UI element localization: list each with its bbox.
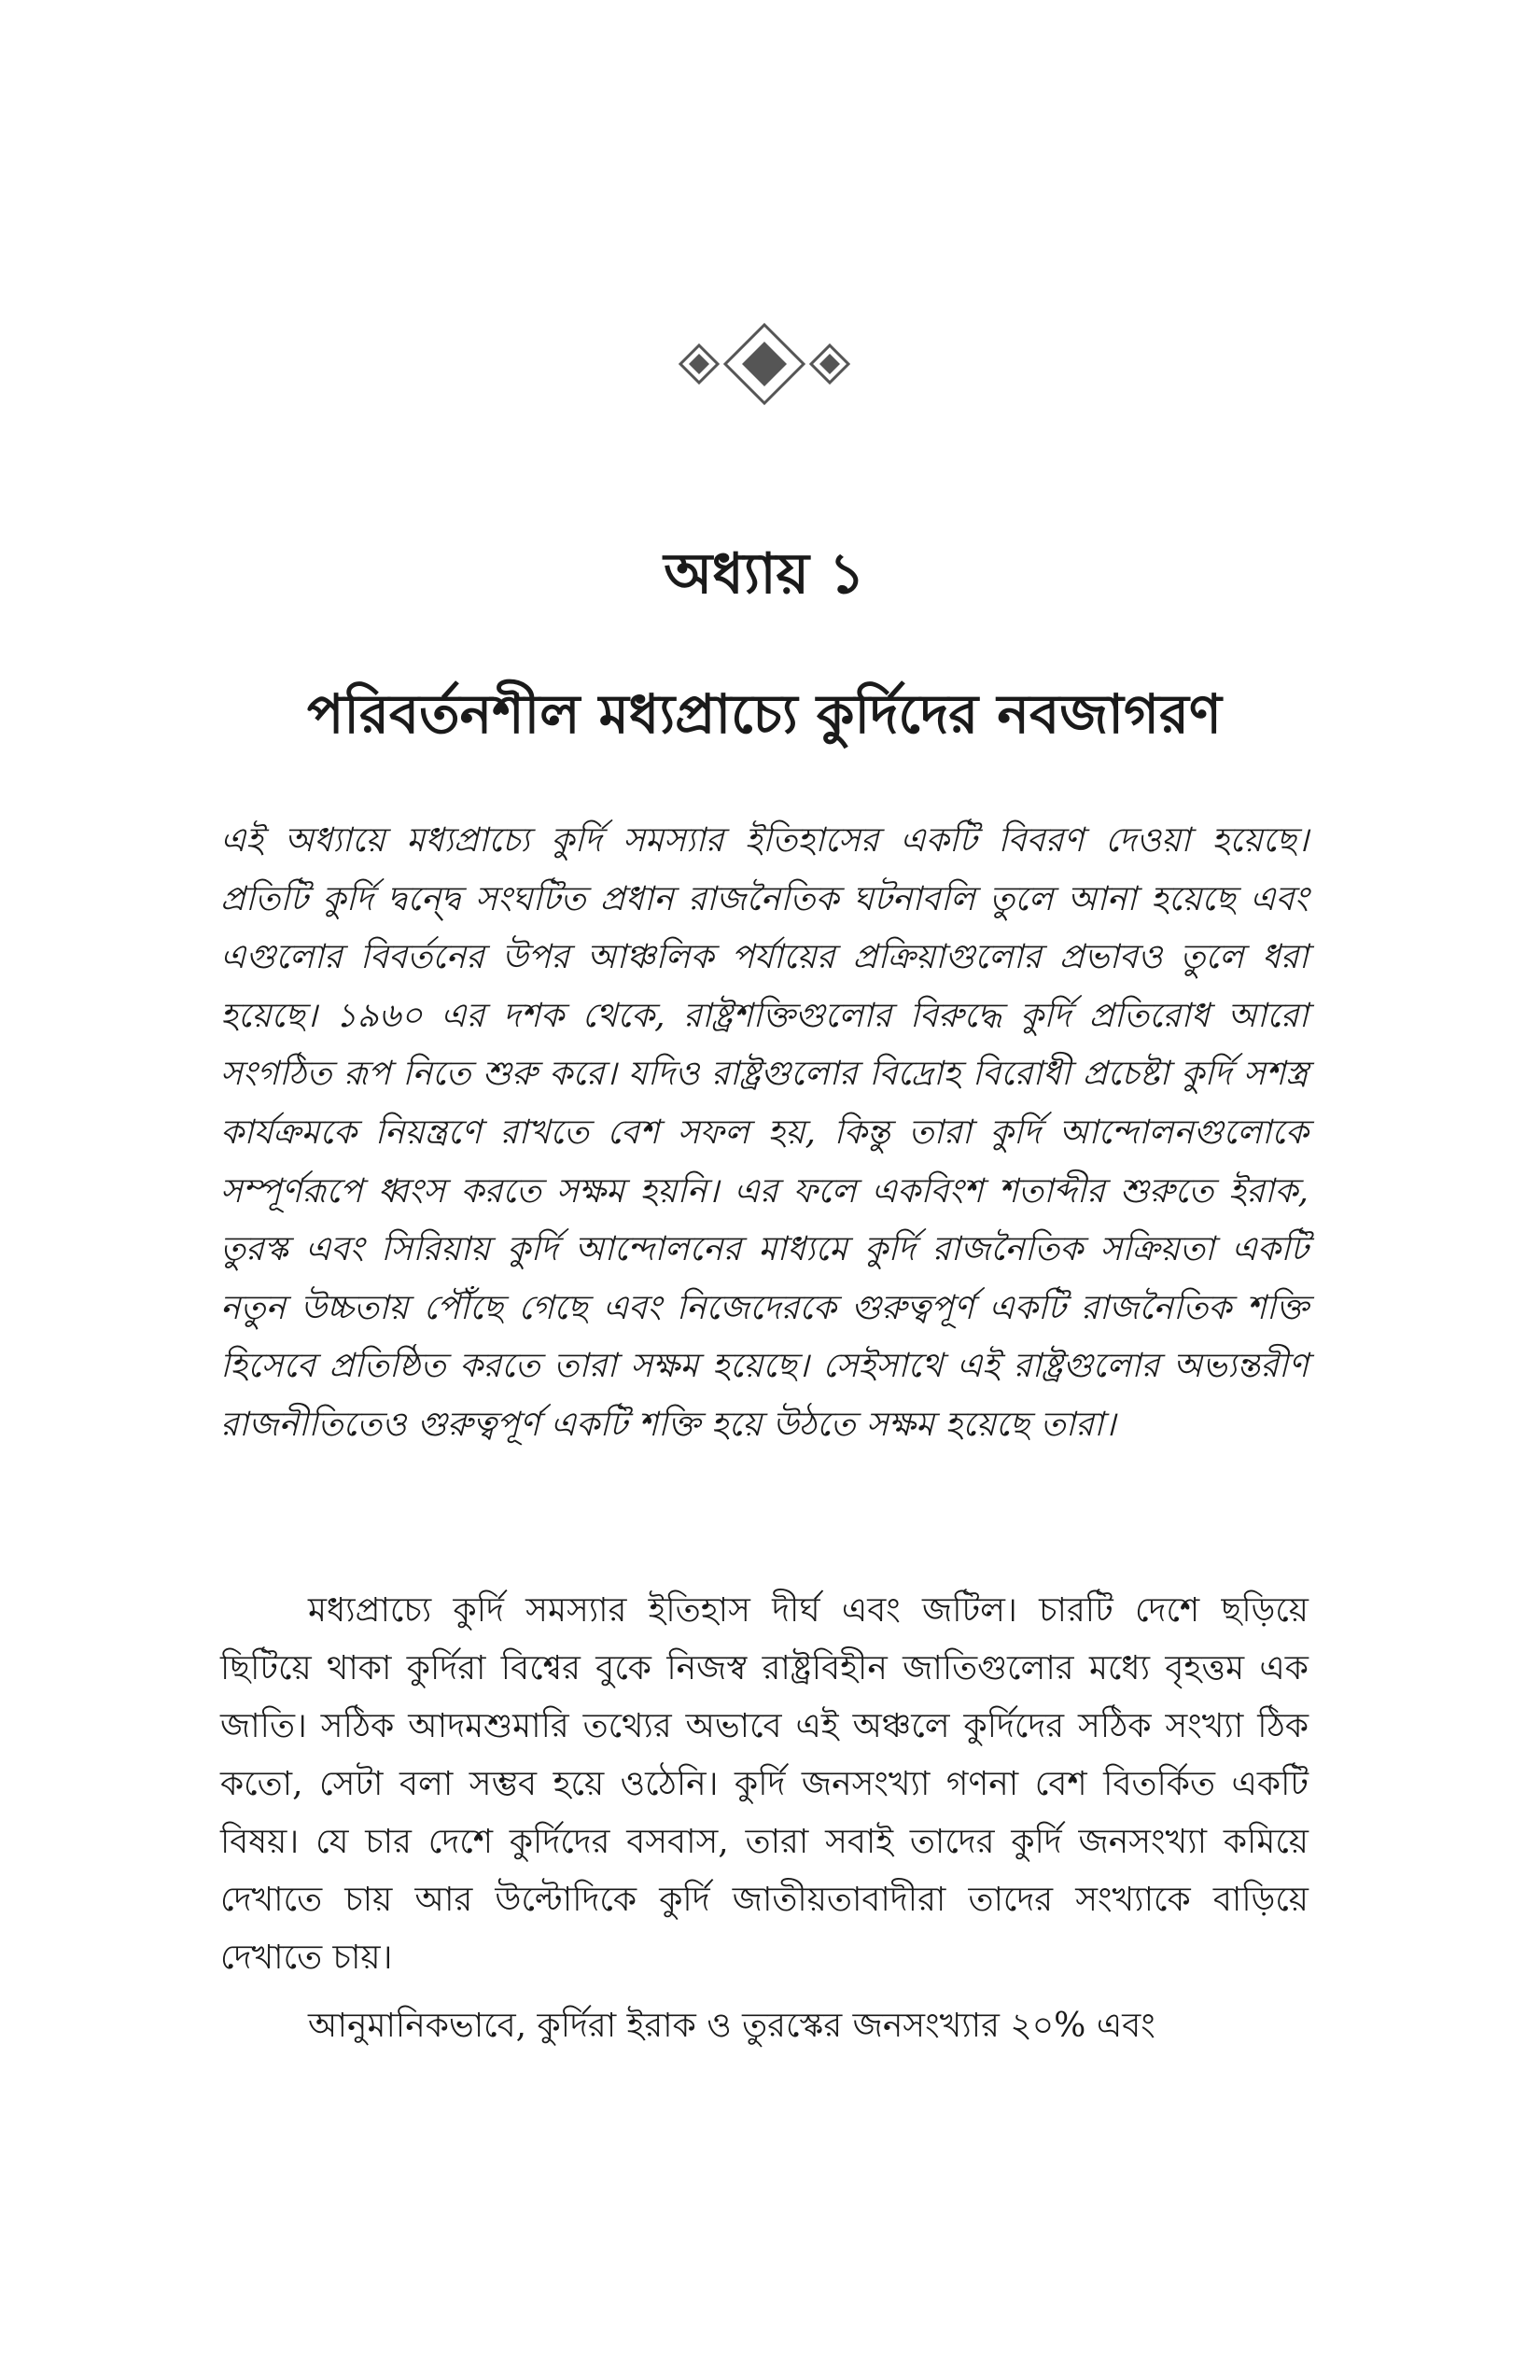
chapter-number: অধ্যায় ১ bbox=[664, 541, 865, 607]
book-page bbox=[220, 0, 1309, 2380]
chapter-title: পরিবর্তনশীল মধ্যপ্রাচ্যে কুর্দিদের নবজাগরণ bbox=[307, 682, 1222, 746]
body-paragraph: মধ্যপ্রাচ্যে কুর্দি সমস্যার ইতিহাস দীর্ঘ এবং জটিল। চারটি দেশে ছড়িয়ে ছিটিয়ে থাকা কুর্দিরা বিশ্বের বুকে নিজস্ব রাষ্ট্রবিহীন জাতিগুলোর মধ্যে বৃহত্তম এক জাতি। সঠিক আদমশুমারি তথ্যের অভাবে এই অঞ্চলে কুর্দিদের সঠিক সংখ্যা ঠিক কতো, সেটা বলা সম্ভব হয়ে ওঠেনি। কুর্দি জনসংখ্যা গণনা বেশ বিতর্কিত একটি বিষয়। যে চার দেশে কুর্দিদের বসবাস, তারা সবাই তাদের কুর্দি জনসংখ্যা কমিয়ে দেখাতে চায় আর উল্টোদিকে কুর্দি জাতীয়তাবাদীরা তাদের সংখ্যাকে বাড়িয়ে দেখাতে চায়। bbox=[220, 1591, 1309, 1977]
body-paragraph: আনুমানিকভাবে, কুর্দিরা ইরাক ও তুরস্কের জনসংখ্যার ২০% এবং bbox=[308, 2007, 1155, 2045]
diamond-ornament-icon bbox=[671, 317, 858, 411]
chapter-abstract: এই অধ্যায়ে মধ্যপ্রাচ্যে কুর্দি সমস্যার ইতিহাসের একটি বিবরণ দেওয়া হয়েছে। প্রতিটি কুর্দি দ্বন্দ্বে সংঘটিত প্রধান রাজনৈতিক ঘটনাবলি তুলে আনা হয়েছে এবং এগুলোর বিবর্তনের উপর আঞ্চলিক পর্যায়ের প্রক্রিয়াগুলোর প্রভাবও তুলে ধরা হয়েছে। ১৯৬০ এর দশক থেকে, রাষ্ট্রশক্তিগুলোর বিরুদ্ধে কুর্দি প্রতিরোধ আরো সংগঠিত রূপ নিতে শুরু করে। যদিও রাষ্ট্রগুলোর বিদ্রোহ বিরোধী প্রচেষ্টা কুর্দি সশস্ত্র কার্যক্রমকে নিয়ন্ত্রণে রাখতে বেশ সফল হয়, কিন্তু তারা কুর্দি আন্দোলনগুলোকে সম্পূর্ণরূপে ধ্বংস করতে সক্ষম হয়নি। এর ফলে একবিংশ শতাব্দীর শুরুতে ইরাক, তুরস্ক এবং সিরিয়ায় কুর্দি আন্দোলনের মাধ্যমে কুর্দি রাজনৈতিক সক্রিয়তা একটি নতুন উচ্চতায় পৌঁছে গেছে এবং নিজেদেরকে গুরুত্বপূর্ণ একটি রাজনৈতিক শক্তি হিসেবে প্রতিষ্ঠিত করতে তারা সক্ষম হয়েছে। সেইসাথে এই রাষ্ট্রগুলোর অভ্যন্তরীণ রাজনীতিতেও গুরুত্বপূর্ণ একটি শক্তি হয়ে উঠতে সক্ষম হয়েছে তারা। bbox=[220, 821, 1309, 1444]
chapter-ornament bbox=[220, 317, 1309, 411]
